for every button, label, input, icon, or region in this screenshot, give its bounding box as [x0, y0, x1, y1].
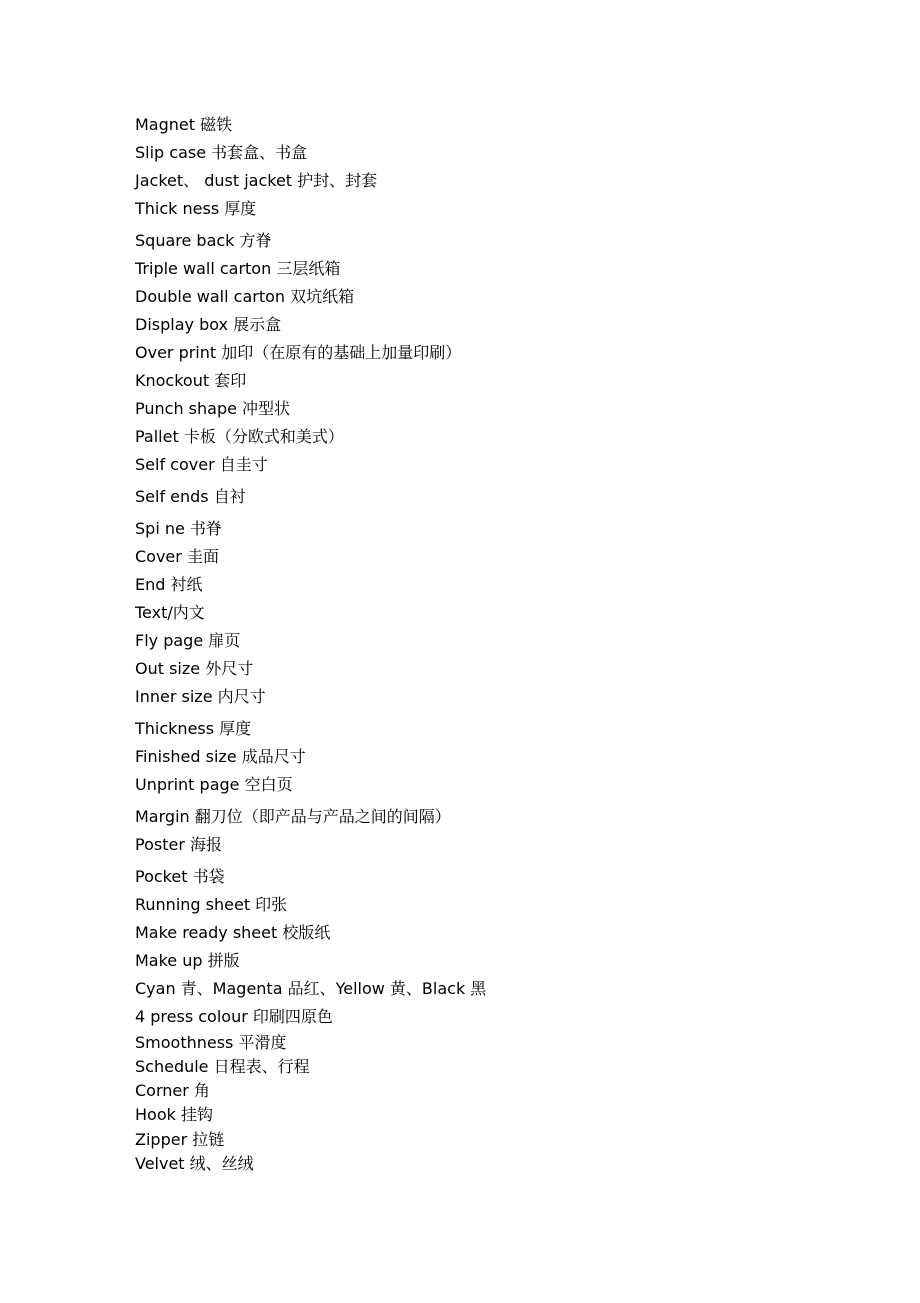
glossary-entry: Unprint page 空白页 [135, 775, 293, 794]
glossary-entry: Square back 方脊 [135, 231, 272, 250]
glossary-entry: Schedule 日程表、行程 [135, 1057, 310, 1076]
glossary-entry: End 衬纸 [135, 575, 203, 594]
glossary-entry: Cover 圭面 [135, 547, 219, 566]
glossary-entry: Self cover 自圭寸 [135, 455, 268, 474]
glossary-entry: Pocket 书袋 [135, 867, 225, 886]
glossary-entry: Triple wall carton 三层纸箱 [135, 259, 341, 278]
glossary-entry: Running sheet 印张 [135, 895, 288, 914]
glossary-entry: Punch shape 冲型状 [135, 399, 291, 418]
glossary-entry: Slip case 书套盒、书盒 [135, 143, 308, 162]
glossary-entry: Smoothness 平滑度 [135, 1033, 287, 1052]
glossary-entry: Pallet 卡板（分欧式和美式） [135, 427, 344, 446]
glossary-entry: Hook 挂钩 [135, 1105, 213, 1124]
glossary-entry: Fly page 扉页 [135, 631, 241, 650]
glossary-entry: Zipper 拉链 [135, 1130, 225, 1149]
glossary-entry: Make ready sheet 校版纸 [135, 923, 331, 942]
glossary-entry: Make up 拼版 [135, 951, 240, 970]
glossary-entry: Out size 外尺寸 [135, 659, 254, 678]
glossary-entry: Display box 展示盒 [135, 315, 282, 334]
glossary-entry: Corner 角 [135, 1081, 210, 1100]
glossary-entry: Spi ne 书脊 [135, 519, 222, 538]
glossary-entry: Inner size 内尺寸 [135, 687, 266, 706]
glossary-entry: Jacket、 dust jacket 护封、封套 [135, 171, 378, 190]
glossary-entry: Self ends 自衬 [135, 487, 246, 506]
glossary-entry: Cyan 青、Magenta 品红、Yellow 黄、Black 黑 [135, 979, 487, 998]
glossary-entry: Finished size 成品尺寸 [135, 747, 306, 766]
glossary-entry: Text/内文 [135, 603, 205, 622]
glossary-entry: Magnet 磁铁 [135, 115, 233, 134]
glossary-entry: Margin 翻刀位（即产品与产品之间的间隔） [135, 807, 451, 826]
glossary-entry: Thick ness 厚度 [135, 199, 257, 218]
glossary-entry: Poster 海报 [135, 835, 222, 854]
glossary-entry: Velvet 绒、丝绒 [135, 1154, 254, 1173]
glossary-entry: Knockout 套印 [135, 371, 247, 390]
glossary-entry: Thickness 厚度 [135, 719, 252, 738]
glossary-entry: Over print 加印（在原有的基础上加量印刷） [135, 343, 462, 362]
glossary-entry: Double wall carton 双坑纸箱 [135, 287, 355, 306]
glossary-entry: 4 press colour 印刷四原色 [135, 1007, 333, 1026]
